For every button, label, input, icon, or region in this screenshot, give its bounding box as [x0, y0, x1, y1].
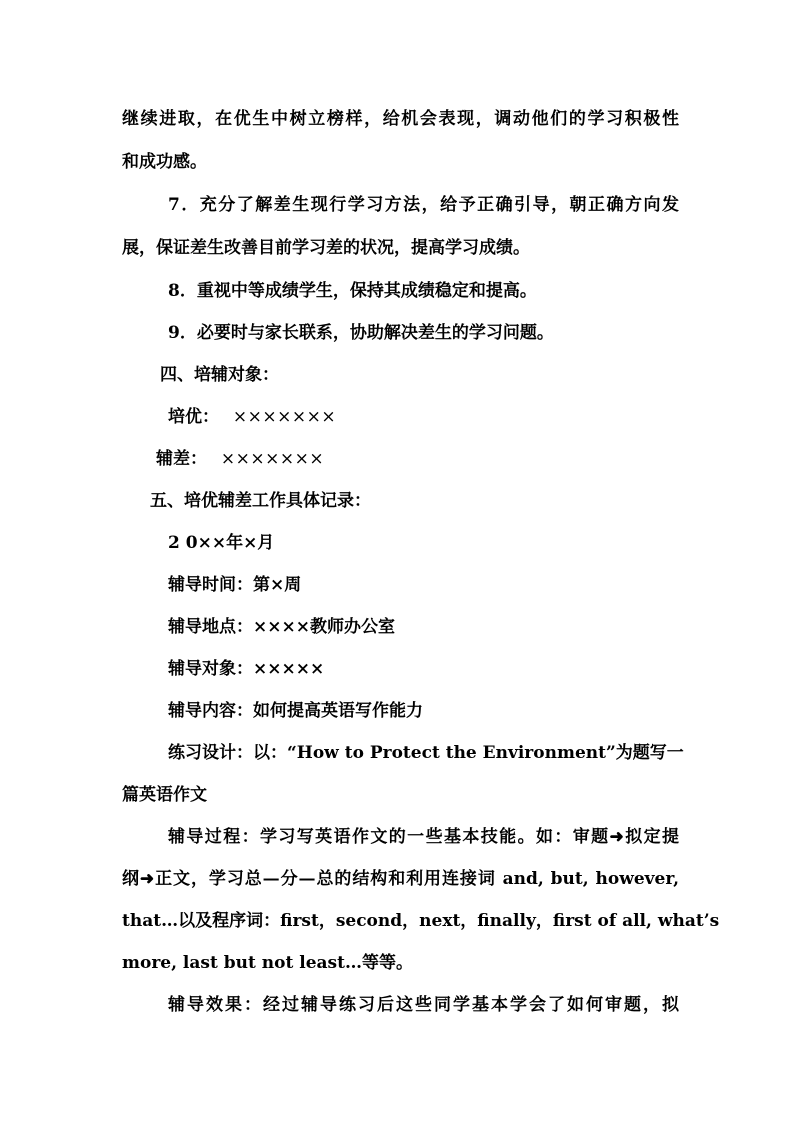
section-heading-5: 五、培优辅差工作具体记录：	[150, 491, 371, 511]
paragraph-line: 继续进取，在优生中树立榜样，给机会表现，调动他们的学习积极性	[122, 109, 679, 129]
record-effect-line: 辅导效果：经过辅导练习后这些同学基本学会了如何审题，拟	[168, 995, 679, 1015]
record-process-line: more, last but not least…等等。	[122, 953, 413, 973]
section-heading-4: 四、培辅对象：	[160, 365, 279, 385]
target-weak-value: ×××××××	[220, 449, 325, 469]
target-excellent-value: ×××××××	[232, 407, 337, 427]
record-process-line: 纲➜正文，学习总—分—总的结构和利用连接词 and, but, however,	[122, 869, 679, 889]
target-excellent	[168, 406, 336, 428]
record-exercise-continuation: 篇英语作文	[122, 785, 207, 805]
record-process-line: 辅导过程：学习写英语作文的一些基本技能。如：审题➜拟定提	[168, 827, 679, 847]
target-weak	[156, 448, 324, 470]
target-excellent-label: 培优：	[168, 407, 219, 427]
target-weak-label: 辅差：	[156, 449, 207, 469]
record-time: 辅导时间：第×周	[168, 575, 302, 595]
list-item-7-continuation: 展，保证差生改善目前学习差的状况，提高学习成绩。	[122, 238, 530, 258]
record-exercise-line: 练习设计：以：“How to Protect the Environment”为题写一	[168, 743, 684, 763]
list-item-8: 8．重视中等成绩学生，保持其成绩稳定和提高。	[168, 281, 537, 301]
record-process-line: that…以及程序词：first，second，next，finally，first of all, what’s	[122, 911, 720, 931]
record-date: 2 0××年×月	[168, 533, 275, 553]
list-item-7-line: 7．充分了解差生现行学习方法，给予正确引导，朝正确方向发	[168, 195, 679, 215]
paragraph-line: 和成功感。	[122, 152, 207, 172]
record-content: 辅导内容：如何提高英语写作能力	[168, 701, 423, 721]
record-location: 辅导地点：××××教师办公室	[168, 617, 395, 637]
list-item-9: 9．必要时与家长联系，协助解决差生的学习问题。	[168, 323, 554, 343]
record-targets: 辅导对象：×××××	[168, 659, 325, 679]
